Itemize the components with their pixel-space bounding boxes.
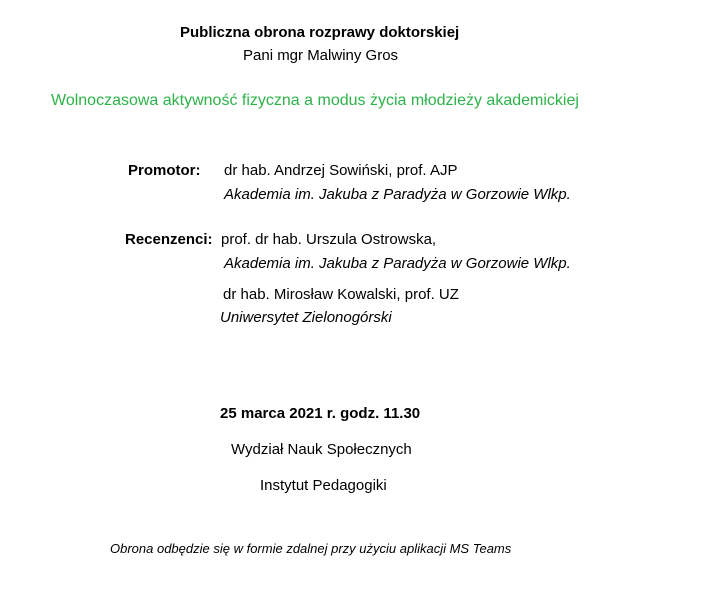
thesis-title: Wolnoczasowa aktywność fizyczna a modus życia młodzieży akademickiej: [51, 92, 579, 109]
event-datetime: 25 marca 2021 r. godz. 11.30: [220, 405, 421, 422]
event-faculty: Wydział Nauk Społecznych: [231, 441, 412, 458]
reviewer-2-affiliation: Uniwersytet Zielonogórski: [220, 309, 392, 326]
reviewers-label: Recenzenci:: [125, 231, 213, 248]
reviewer-1-affiliation: Akademia im. Jakuba z Paradyża w Gorzowie Wlkp.: [224, 255, 571, 272]
reviewer-2-name: dr hab. Mirosław Kowalski, prof. UZ: [223, 286, 459, 303]
document-title: Publiczna obrona rozprawy doktorskiej: [180, 24, 460, 41]
event-institute: Instytut Pedagogiki: [260, 477, 387, 494]
reviewer-1-name: prof. dr hab. Urszula Ostrowska,: [221, 231, 437, 248]
candidate-name: Pani mgr Malwiny Gros: [243, 47, 399, 64]
promotor-label: Promotor:: [128, 162, 201, 179]
event-note: Obrona odbędzie się w formie zdalnej przy użyciu aplikacji MS Teams: [110, 541, 512, 556]
promotor-affiliation: Akademia im. Jakuba z Paradyża w Gorzowie Wlkp.: [224, 186, 571, 203]
promotor-name: dr hab. Andrzej Sowiński, prof. AJP: [224, 162, 458, 179]
